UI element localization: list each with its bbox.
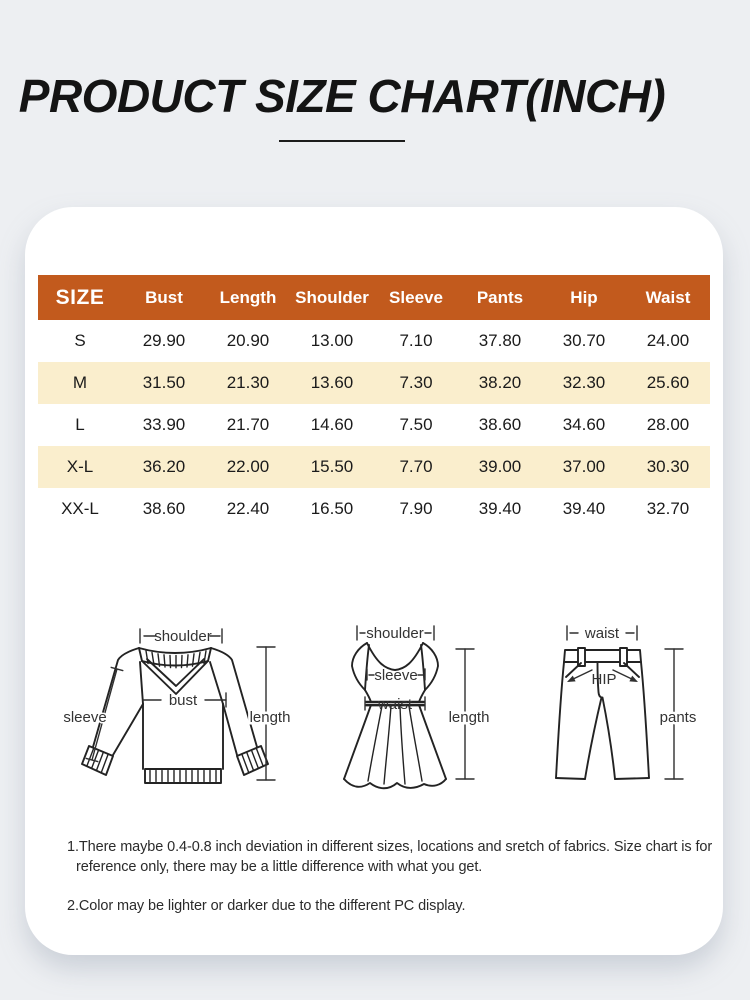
content-card bbox=[25, 207, 723, 955]
value-cell: 7.10 bbox=[399, 331, 433, 350]
column-header-hip: Hip bbox=[570, 287, 598, 307]
value-cell: 25.60 bbox=[646, 373, 690, 392]
size-cell: S bbox=[74, 331, 86, 350]
note-color: 2.Color may be lighter or darker due to the different PC display. bbox=[67, 898, 466, 914]
value-cell: 39.40 bbox=[478, 499, 522, 518]
dress-length-label: length bbox=[448, 709, 490, 726]
value-cell: 14.60 bbox=[310, 415, 354, 434]
value-cell: 33.90 bbox=[142, 415, 186, 434]
value-cell: 29.90 bbox=[142, 331, 186, 350]
title-block bbox=[0, 70, 684, 142]
value-cell: 32.30 bbox=[562, 373, 606, 392]
dress-shoulder-label: shoulder bbox=[366, 625, 424, 642]
table-body bbox=[38, 320, 710, 530]
value-cell: 39.00 bbox=[478, 457, 522, 476]
column-header-sleeve: Sleeve bbox=[389, 287, 443, 307]
value-cell: 13.60 bbox=[310, 373, 354, 392]
table-row bbox=[38, 446, 710, 488]
value-cell: 7.30 bbox=[399, 373, 433, 392]
value-cell: 38.60 bbox=[142, 499, 186, 518]
value-cell: 20.90 bbox=[226, 331, 270, 350]
column-header-shoulder: Shoulder bbox=[295, 287, 369, 307]
value-cell: 39.40 bbox=[562, 499, 606, 518]
notes-section bbox=[67, 837, 722, 935]
value-cell: 24.00 bbox=[646, 331, 690, 350]
sweater-sleeve-label: sleeve bbox=[63, 709, 107, 726]
value-cell: 21.30 bbox=[226, 373, 270, 392]
value-cell: 32.70 bbox=[646, 499, 690, 518]
value-cell: 38.60 bbox=[478, 415, 522, 434]
value-cell: 22.00 bbox=[226, 457, 270, 476]
value-cell: 34.60 bbox=[562, 415, 606, 434]
value-cell: 7.70 bbox=[399, 457, 433, 476]
pants-diagram bbox=[540, 612, 720, 802]
value-cell: 31.50 bbox=[142, 373, 186, 392]
pants-length-label: pants bbox=[659, 709, 697, 726]
value-cell: 36.20 bbox=[142, 457, 186, 476]
sweater-length-label: length bbox=[249, 709, 291, 726]
value-cell: 37.80 bbox=[478, 331, 522, 350]
value-cell: 30.30 bbox=[646, 457, 690, 476]
size-cell: L bbox=[75, 415, 85, 434]
size-cell: XX-L bbox=[61, 499, 99, 518]
sweater-shoulder-label: shoulder bbox=[154, 628, 212, 645]
value-cell: 38.20 bbox=[478, 373, 522, 392]
value-cell: 16.50 bbox=[310, 499, 354, 518]
value-cell: 30.70 bbox=[562, 331, 606, 350]
column-header-pants: Pants bbox=[476, 287, 524, 307]
column-header-size: SIZE bbox=[55, 285, 105, 309]
title-underline bbox=[279, 140, 405, 142]
dress-waist-label: waist bbox=[377, 696, 413, 713]
dress-sleeve-label: sleeve bbox=[374, 667, 418, 684]
value-cell: 22.40 bbox=[226, 499, 270, 518]
dress-diagram bbox=[325, 612, 525, 802]
value-cell: 28.00 bbox=[646, 415, 690, 434]
column-header-waist: Waist bbox=[645, 287, 691, 307]
size-cell: M bbox=[72, 373, 88, 392]
column-header-bust: Bust bbox=[145, 287, 183, 307]
value-cell: 21.70 bbox=[226, 415, 270, 434]
table-header-row bbox=[38, 275, 710, 320]
page-title: PRODUCT SIZE CHART(INCH) bbox=[18, 70, 666, 122]
pants-waist-label: waist bbox=[584, 625, 620, 642]
size-chart-table bbox=[38, 275, 710, 530]
column-header-length: Length bbox=[219, 287, 277, 307]
pants-hip-label: HIP bbox=[591, 671, 617, 688]
size-cell: X-L bbox=[66, 457, 94, 476]
table-row bbox=[38, 488, 710, 530]
sweater-bust-label: bust bbox=[168, 692, 198, 709]
value-cell: 37.00 bbox=[562, 457, 606, 476]
table-row bbox=[38, 320, 710, 362]
value-cell: 13.00 bbox=[310, 331, 354, 350]
value-cell: 15.50 bbox=[310, 457, 354, 476]
value-cell: 7.50 bbox=[399, 415, 433, 434]
table-row bbox=[38, 404, 710, 446]
value-cell: 7.90 bbox=[399, 499, 433, 518]
table-row bbox=[38, 362, 710, 404]
sweater-diagram bbox=[55, 612, 295, 802]
note-deviation: 1.There maybe 0.4-0.8 inch deviation in different sizes, locations and sretch of fabrics. Size chart is for reference only, there may be a little difference with what you get. bbox=[67, 839, 713, 875]
